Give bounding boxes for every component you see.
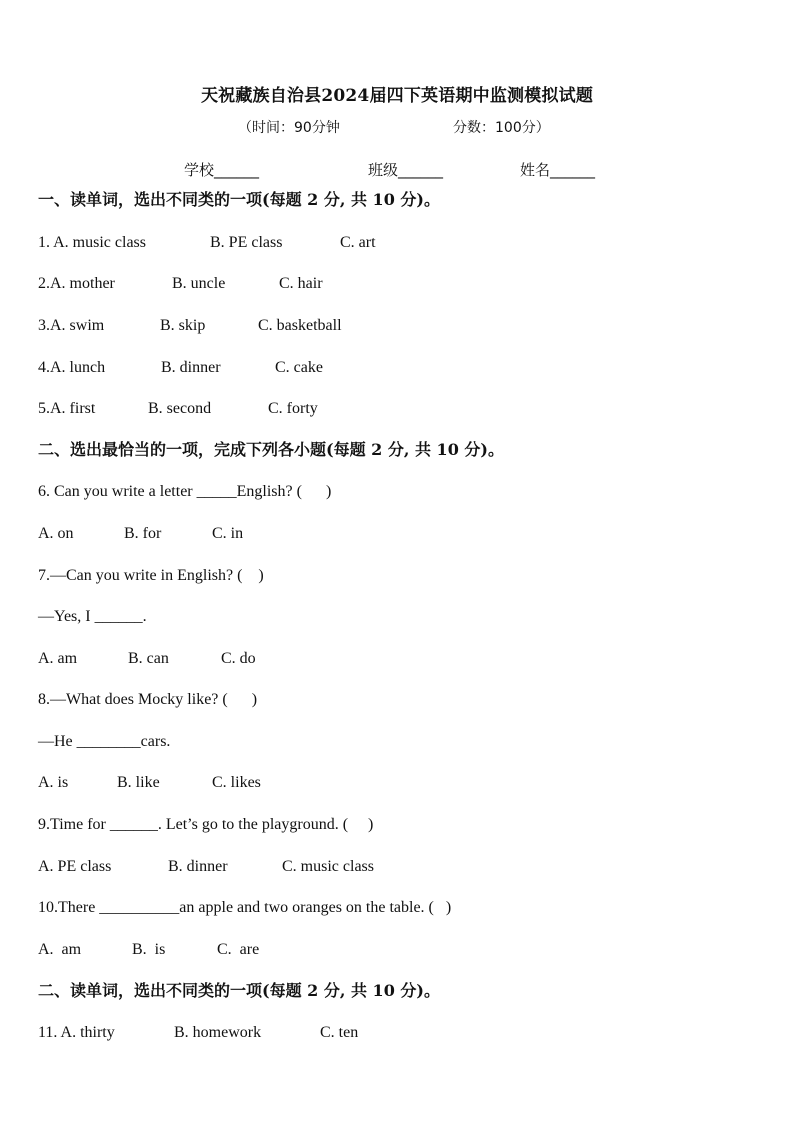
exam-time: （时间：90分钟 [238, 120, 340, 136]
question-5-option-c: C. forty [268, 400, 318, 417]
question-8-option-b: B. like [117, 774, 160, 791]
question-4-option-c: C. cake [275, 359, 323, 376]
question-11-option-b: B. homework [174, 1024, 262, 1041]
question-7-option-b: B. can [128, 650, 169, 667]
question-6: 6. Can you write a letter _____English? ( ) [38, 483, 332, 500]
question-2-option-a: 2.A. mother [38, 275, 115, 292]
question-1-option-a: 1. A. music class [38, 234, 146, 251]
question-4-option-b: B. dinner [161, 359, 221, 376]
question-10-option-b: B. is [132, 941, 166, 958]
question-9-option-c: C. music class [282, 858, 374, 875]
question-3-option-b: B. skip [160, 317, 206, 334]
section-heading-3: 二、读单词，选出不同类的一项(每题 2 分, 共 10 分)。 [38, 981, 440, 1000]
section-heading-2: 二、选出最恰当的一项，完成下列各小题(每题 2 分, 共 10 分)。 [38, 440, 504, 459]
question-10: 10.There __________an apple and two oranges on the table. ( ) [38, 899, 452, 916]
question-2-option-c: C. hair [279, 275, 323, 292]
question-2-option-b: B. uncle [172, 275, 226, 292]
exam-title: 天祝藏族自治县2024届四下英语期中监测模拟试题 [200, 86, 594, 106]
question-4-option-a: 4.A. lunch [38, 359, 106, 376]
question-6-option-a: A. on [38, 525, 74, 542]
question-7: 7.—Can you write in English? ( ) [38, 567, 264, 584]
question-9-option-a: A. PE class [38, 858, 112, 875]
question-9-option-b: B. dinner [168, 858, 228, 875]
question-9: 9.Time for ______. Let’s go to the playground. ( ) [38, 816, 374, 833]
question-11-option-c: C. ten [320, 1024, 359, 1041]
section-heading-1: 一、读单词，选出不同类的一项(每题 2 分, 共 10 分)。 [38, 190, 440, 209]
exam-score: 分数：100分） [453, 120, 550, 136]
name-field: 姓名______ [520, 161, 596, 179]
question-7-option-a: A. am [38, 650, 78, 667]
question-8-option-a: A. is [38, 774, 69, 791]
question-8-option-c: C. likes [212, 774, 261, 791]
question-5-option-b: B. second [148, 400, 212, 417]
question-10-option-a: A. am [38, 941, 82, 958]
question-7-option-c: C. do [221, 650, 256, 667]
question-6-option-c: C. in [212, 525, 244, 542]
class-field: 班级______ [368, 161, 444, 179]
question-1-option-b: B. PE class [210, 234, 283, 251]
question-10-option-c: C. are [217, 941, 260, 958]
question-7-answer: —Yes, I ______. [38, 608, 147, 625]
question-11-option-a: 11. A. thirty [38, 1024, 115, 1041]
question-5-option-a: 5.A. first [38, 400, 96, 417]
question-3-option-a: 3.A. swim [38, 317, 105, 334]
question-3-option-c: C. basketball [258, 317, 342, 334]
question-8-answer: —He ________cars. [38, 733, 171, 750]
question-6-option-b: B. for [124, 525, 162, 542]
school-field: 学校______ [184, 161, 260, 179]
question-8: 8.—What does Mocky like? ( ) [38, 691, 258, 708]
question-1-option-c: C. art [340, 234, 376, 251]
